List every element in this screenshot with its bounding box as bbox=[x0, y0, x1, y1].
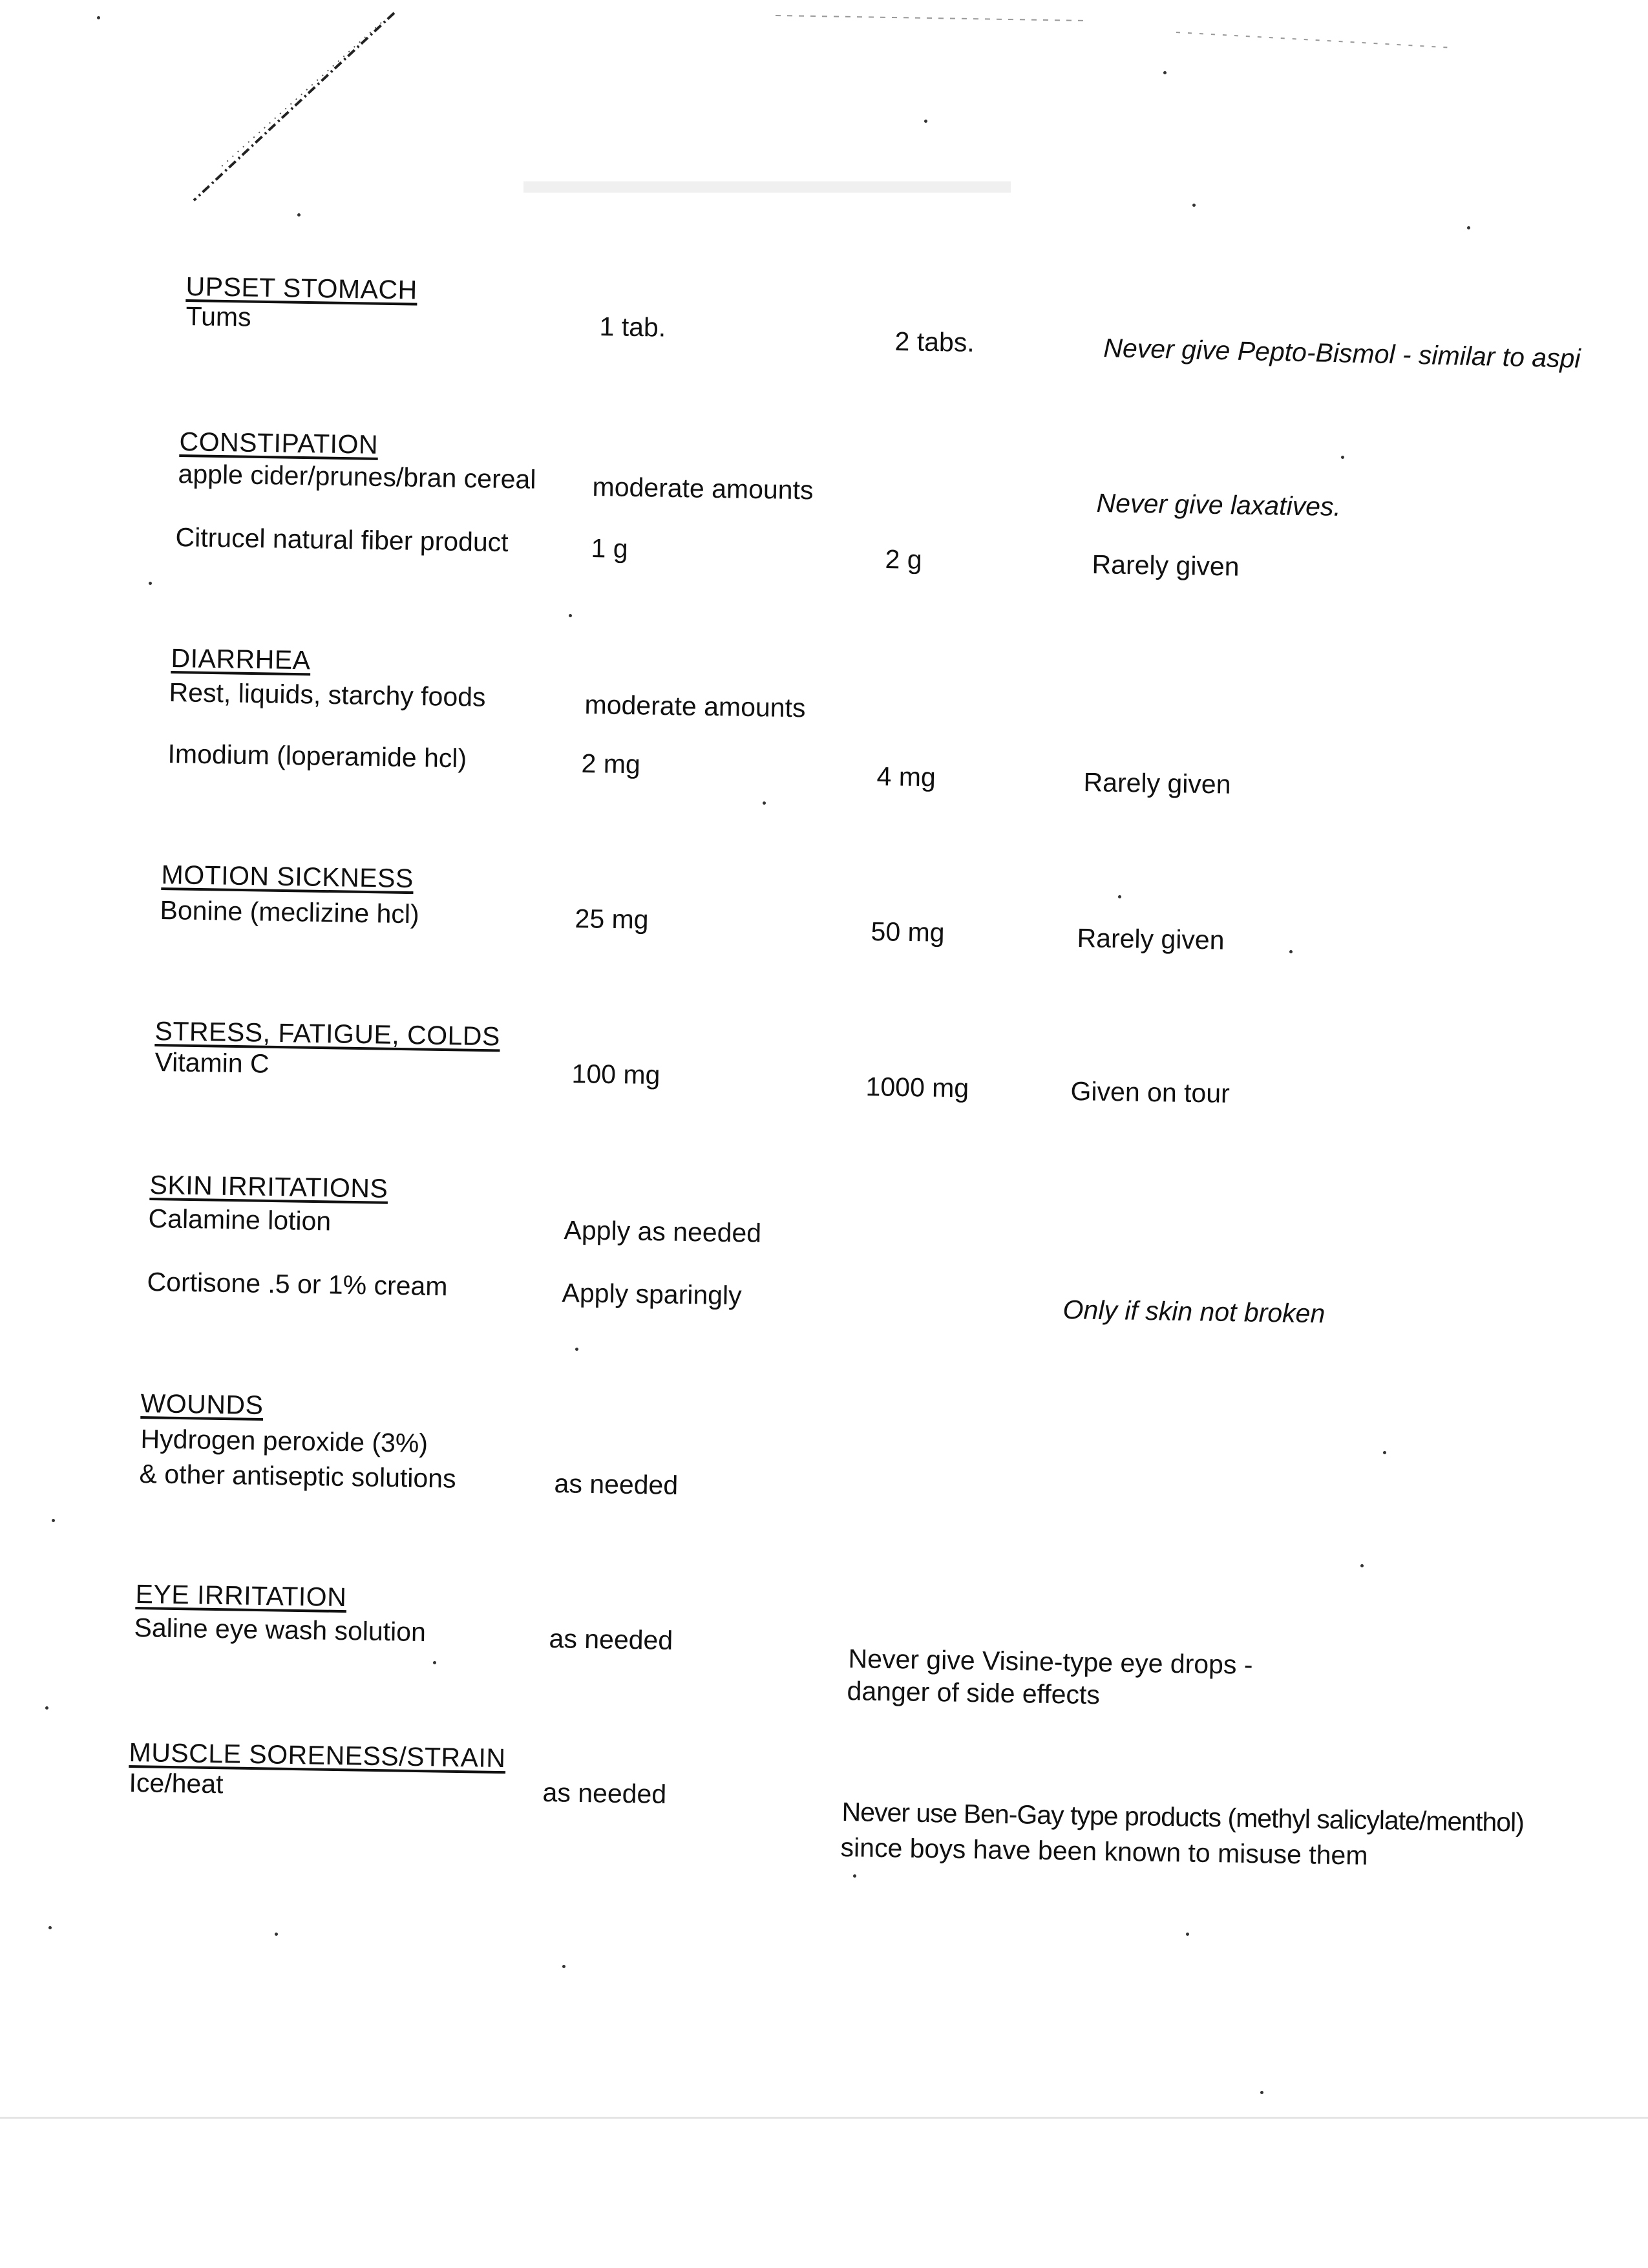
scan-artifact-top bbox=[776, 6, 1486, 58]
speck bbox=[853, 1874, 856, 1878]
item-apple-cider: apple cider/prunes/bran cereal bbox=[178, 459, 536, 494]
speck bbox=[1192, 204, 1196, 207]
dose1-tums: 1 tab. bbox=[599, 312, 666, 343]
item-bonine: Bonine (meclizine hcl) bbox=[160, 895, 420, 929]
item-citrucel: Citrucel natural fiber product bbox=[175, 522, 509, 558]
speck bbox=[1360, 1564, 1364, 1567]
note-citrucel: Rarely given bbox=[1092, 549, 1240, 582]
speck bbox=[1341, 456, 1344, 459]
note-imodium: Rarely given bbox=[1083, 767, 1231, 800]
dose2-imodium: 4 mg bbox=[876, 761, 936, 792]
note-vitamin-c: Given on tour bbox=[1070, 1076, 1231, 1108]
item-ice-heat: Ice/heat bbox=[129, 1768, 224, 1799]
note-apple-cider: Never give laxatives. bbox=[1096, 488, 1342, 522]
dose1-cortisone: Apply sparingly bbox=[562, 1278, 742, 1311]
note-cortisone: Only if skin not broken bbox=[1062, 1295, 1326, 1329]
note-ice-heat-line2: since boys have been known to misuse them bbox=[840, 1832, 1368, 1871]
speck bbox=[1186, 1933, 1189, 1936]
item-imodium: Imodium (loperamide hcl) bbox=[167, 739, 467, 774]
section-heading-diarrhea: DIARRHEA bbox=[171, 643, 311, 675]
speck bbox=[45, 1706, 48, 1710]
section-heading-stress-fatigue-colds: STRESS, FATIGUE, COLDS bbox=[154, 1016, 501, 1052]
dose1-rest-liquids: moderate amounts bbox=[584, 690, 806, 723]
item-antiseptic-solutions: & other antiseptic solutions bbox=[139, 1459, 456, 1494]
speck bbox=[48, 1926, 52, 1929]
speck bbox=[1289, 950, 1293, 953]
dose1-saline: as needed bbox=[549, 1624, 673, 1656]
speck bbox=[1260, 2091, 1263, 2094]
item-calamine: Calamine lotion bbox=[148, 1203, 332, 1236]
item-hydrogen-peroxide: Hydrogen peroxide (3%) bbox=[140, 1424, 428, 1458]
speck bbox=[1163, 71, 1167, 74]
note-saline-line2: danger of side effects bbox=[847, 1676, 1101, 1710]
section-heading-muscle-soreness: MUSCLE SORENESS/STRAIN bbox=[129, 1737, 506, 1774]
speck bbox=[149, 582, 152, 585]
item-vitamin-c: Vitamin C bbox=[154, 1047, 269, 1079]
speck bbox=[569, 614, 572, 617]
dose1-vitamin-c: 100 mg bbox=[571, 1059, 660, 1090]
dose2-tums: 2 tabs. bbox=[894, 326, 975, 357]
item-cortisone: Cortisone .5 or 1% cream bbox=[147, 1267, 448, 1302]
section-heading-eye-irritation: EYE IRRITATION bbox=[135, 1579, 347, 1613]
dose1-imodium: 2 mg bbox=[581, 748, 641, 779]
section-heading-motion-sickness: MOTION SICKNESS bbox=[161, 860, 414, 894]
section-heading-constipation: CONSTIPATION bbox=[179, 427, 379, 460]
dose1-citrucel: 1 g bbox=[591, 533, 628, 564]
bleed-through-title: ▬▬▬▬▬▬▬▬▬▬▬▬▬ bbox=[523, 159, 1011, 201]
speck bbox=[1467, 226, 1470, 229]
item-rest-liquids: Rest, liquids, starchy foods bbox=[169, 677, 486, 712]
speck bbox=[562, 1965, 565, 1968]
dose2-citrucel: 2 g bbox=[885, 544, 922, 575]
dose1-calamine: Apply as needed bbox=[564, 1215, 762, 1248]
section-heading-upset-stomach: UPSET STOMACH bbox=[185, 271, 418, 305]
speck bbox=[97, 16, 100, 19]
dose1-wounds: as needed bbox=[554, 1468, 679, 1501]
item-tums: Tums bbox=[185, 301, 251, 332]
scan-artifact-line bbox=[149, 6, 420, 220]
speck bbox=[1383, 1451, 1386, 1454]
item-saline: Saline eye wash solution bbox=[134, 1613, 427, 1648]
speck bbox=[1118, 895, 1121, 898]
speck bbox=[575, 1348, 578, 1351]
note-bonine: Rarely given bbox=[1077, 923, 1225, 955]
page-edge bbox=[0, 2117, 1648, 2119]
speck bbox=[52, 1519, 55, 1522]
dose1-bonine: 25 mg bbox=[575, 904, 649, 935]
speck bbox=[297, 213, 301, 217]
note-saline: Never give Visine-type eye drops - bbox=[848, 1644, 1253, 1680]
section-heading-skin-irritations: SKIN IRRITATIONS bbox=[149, 1170, 388, 1203]
speck bbox=[924, 120, 927, 123]
note-ice-heat: Never use Ben-Gay type products (methyl salicylate/menthol) bbox=[841, 1797, 1525, 1838]
speck bbox=[275, 1933, 278, 1936]
speck bbox=[763, 801, 766, 805]
dose1-apple-cider: moderate amounts bbox=[592, 472, 814, 505]
dose1-ice-heat: as needed bbox=[542, 1777, 667, 1810]
speck bbox=[433, 1661, 436, 1664]
dose2-vitamin-c: 1000 mg bbox=[865, 1072, 969, 1103]
dose2-bonine: 50 mg bbox=[871, 917, 945, 948]
section-heading-wounds: WOUNDS bbox=[140, 1388, 264, 1420]
note-tums: Never give Pepto-Bismol - similar to aspi bbox=[1103, 333, 1581, 374]
